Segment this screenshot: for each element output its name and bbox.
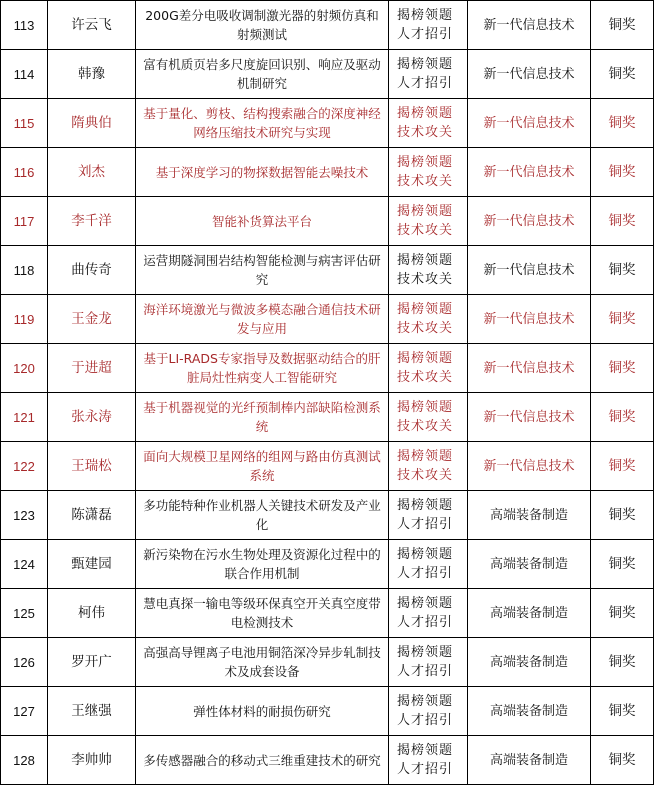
category-cell: 揭榜领题人才招引 — [389, 687, 468, 736]
table-row — [1, 344, 654, 393]
category-cell: 揭榜领题技术攻关 — [389, 442, 468, 491]
award-cell: 铜奖 — [591, 540, 654, 589]
serial-number-cell: 123 — [1, 491, 48, 540]
table-row — [1, 99, 654, 148]
field-cell: 高端装备制造 — [468, 540, 591, 589]
serial-number-cell: 116 — [1, 148, 48, 197]
serial-number-cell: 121 — [1, 393, 48, 442]
serial-number-cell: 126 — [1, 638, 48, 687]
name-cell: 李帅帅 — [48, 736, 136, 785]
award-cell: 铜奖 — [591, 295, 654, 344]
table-row — [1, 50, 654, 99]
project-title-cell: 智能补货算法平台 — [136, 197, 389, 246]
project-title-cell: 新污染物在污水生物处理及资源化过程中的联合作用机制 — [136, 540, 389, 589]
table-row — [1, 295, 654, 344]
serial-number-cell: 122 — [1, 442, 48, 491]
category-cell: 揭榜领题人才招引 — [389, 491, 468, 540]
serial-number-cell: 119 — [1, 295, 48, 344]
award-cell: 铜奖 — [591, 1, 654, 50]
award-cell: 铜奖 — [591, 442, 654, 491]
award-cell: 铜奖 — [591, 393, 654, 442]
table-row — [1, 197, 654, 246]
project-title-cell: 基于深度学习的物探数据智能去噪技术 — [136, 148, 389, 197]
serial-number-cell: 115 — [1, 99, 48, 148]
award-cell: 铜奖 — [591, 638, 654, 687]
name-cell: 王继强 — [48, 687, 136, 736]
category-cell: 揭榜领题人才招引 — [389, 50, 468, 99]
name-cell: 许云飞 — [48, 1, 136, 50]
name-cell: 王金龙 — [48, 295, 136, 344]
category-cell: 揭榜领题人才招引 — [389, 736, 468, 785]
project-title-cell: 慧电真探一输电等级环保真空开关真空度带电检测技术 — [136, 589, 389, 638]
name-cell: 柯伟 — [48, 589, 136, 638]
serial-number-cell: 124 — [1, 540, 48, 589]
project-title-cell: 运营期隧洞围岩结构智能检测与病害评估研究 — [136, 246, 389, 295]
name-cell: 甄建园 — [48, 540, 136, 589]
serial-number-cell: 128 — [1, 736, 48, 785]
name-cell: 罗开广 — [48, 638, 136, 687]
category-cell: 揭榜领题人才招引 — [389, 638, 468, 687]
project-title-cell: 多功能特种作业机器人关键技术研发及产业化 — [136, 491, 389, 540]
field-cell: 高端装备制造 — [468, 491, 591, 540]
serial-number-cell: 114 — [1, 50, 48, 99]
serial-number-cell: 113 — [1, 1, 48, 50]
award-cell: 铜奖 — [591, 197, 654, 246]
category-cell: 揭榜领题技术攻关 — [389, 344, 468, 393]
field-cell: 新一代信息技术 — [468, 50, 591, 99]
field-cell: 新一代信息技术 — [468, 344, 591, 393]
field-cell: 高端装备制造 — [468, 589, 591, 638]
name-cell: 李千洋 — [48, 197, 136, 246]
award-cell: 铜奖 — [591, 344, 654, 393]
table-body — [1, 1, 654, 785]
table-row — [1, 148, 654, 197]
award-cell: 铜奖 — [591, 148, 654, 197]
project-title-cell: 高强高导锂离子电池用铜箔深冷异步轧制技术及成套设备 — [136, 638, 389, 687]
serial-number-cell: 125 — [1, 589, 48, 638]
field-cell: 高端装备制造 — [468, 736, 591, 785]
table-row — [1, 246, 654, 295]
name-cell: 于进超 — [48, 344, 136, 393]
category-cell: 揭榜领题技术攻关 — [389, 246, 468, 295]
serial-number-cell: 127 — [1, 687, 48, 736]
serial-number-cell: 117 — [1, 197, 48, 246]
award-cell: 铜奖 — [591, 687, 654, 736]
table-row — [1, 638, 654, 687]
serial-number-cell: 120 — [1, 344, 48, 393]
project-title-cell: 富有机质页岩多尺度旋回识别、响应及驱动机制研究 — [136, 50, 389, 99]
project-title-cell: 基于LI-RADS专家指导及数据驱动结合的肝脏局灶性病变人工智能研究 — [136, 344, 389, 393]
name-cell: 张永涛 — [48, 393, 136, 442]
award-cell: 铜奖 — [591, 589, 654, 638]
award-cell: 铜奖 — [591, 50, 654, 99]
name-cell: 陈潇磊 — [48, 491, 136, 540]
award-cell: 铜奖 — [591, 99, 654, 148]
name-cell: 韩豫 — [48, 50, 136, 99]
project-title-cell: 海洋环境激光与微波多模态融合通信技术研发与应用 — [136, 295, 389, 344]
name-cell: 曲传奇 — [48, 246, 136, 295]
table-row — [1, 491, 654, 540]
project-title-cell: 弹性体材料的耐损伤研究 — [136, 687, 389, 736]
project-title-cell: 多传感器融合的移动式三维重建技术的研究 — [136, 736, 389, 785]
field-cell: 高端装备制造 — [468, 638, 591, 687]
category-cell: 揭榜领题技术攻关 — [389, 295, 468, 344]
field-cell: 新一代信息技术 — [468, 393, 591, 442]
project-title-cell: 基于机器视觉的光纤预制棒内部缺陷检测系统 — [136, 393, 389, 442]
field-cell: 新一代信息技术 — [468, 295, 591, 344]
field-cell: 新一代信息技术 — [468, 197, 591, 246]
table-row — [1, 442, 654, 491]
name-cell: 王瑞松 — [48, 442, 136, 491]
award-cell: 铜奖 — [591, 246, 654, 295]
table-row — [1, 736, 654, 785]
table-row — [1, 393, 654, 442]
field-cell: 新一代信息技术 — [468, 148, 591, 197]
project-title-cell: 基于量化、剪枝、结构搜索融合的深度神经网络压缩技术研究与实现 — [136, 99, 389, 148]
award-cell: 铜奖 — [591, 491, 654, 540]
table-row — [1, 540, 654, 589]
table-row — [1, 687, 654, 736]
name-cell: 隋典伯 — [48, 99, 136, 148]
category-cell: 揭榜领题技术攻关 — [389, 393, 468, 442]
category-cell: 揭榜领题技术攻关 — [389, 197, 468, 246]
project-title-cell: 200G差分电吸收调制激光器的射频仿真和射频测试 — [136, 1, 389, 50]
category-cell: 揭榜领题人才招引 — [389, 540, 468, 589]
category-cell: 揭榜领题人才招引 — [389, 589, 468, 638]
award-cell: 铜奖 — [591, 736, 654, 785]
category-cell: 揭榜领题技术攻关 — [389, 148, 468, 197]
name-cell: 刘杰 — [48, 148, 136, 197]
field-cell: 高端装备制造 — [468, 687, 591, 736]
table-row — [1, 589, 654, 638]
project-title-cell: 面向大规模卫星网络的组网与路由仿真测试系统 — [136, 442, 389, 491]
serial-number-cell: 118 — [1, 246, 48, 295]
category-cell: 揭榜领题人才招引 — [389, 1, 468, 50]
field-cell: 新一代信息技术 — [468, 99, 591, 148]
category-cell: 揭榜领题技术攻关 — [389, 99, 468, 148]
table-row — [1, 1, 654, 50]
field-cell: 新一代信息技术 — [468, 1, 591, 50]
field-cell: 新一代信息技术 — [468, 246, 591, 295]
field-cell: 新一代信息技术 — [468, 442, 591, 491]
